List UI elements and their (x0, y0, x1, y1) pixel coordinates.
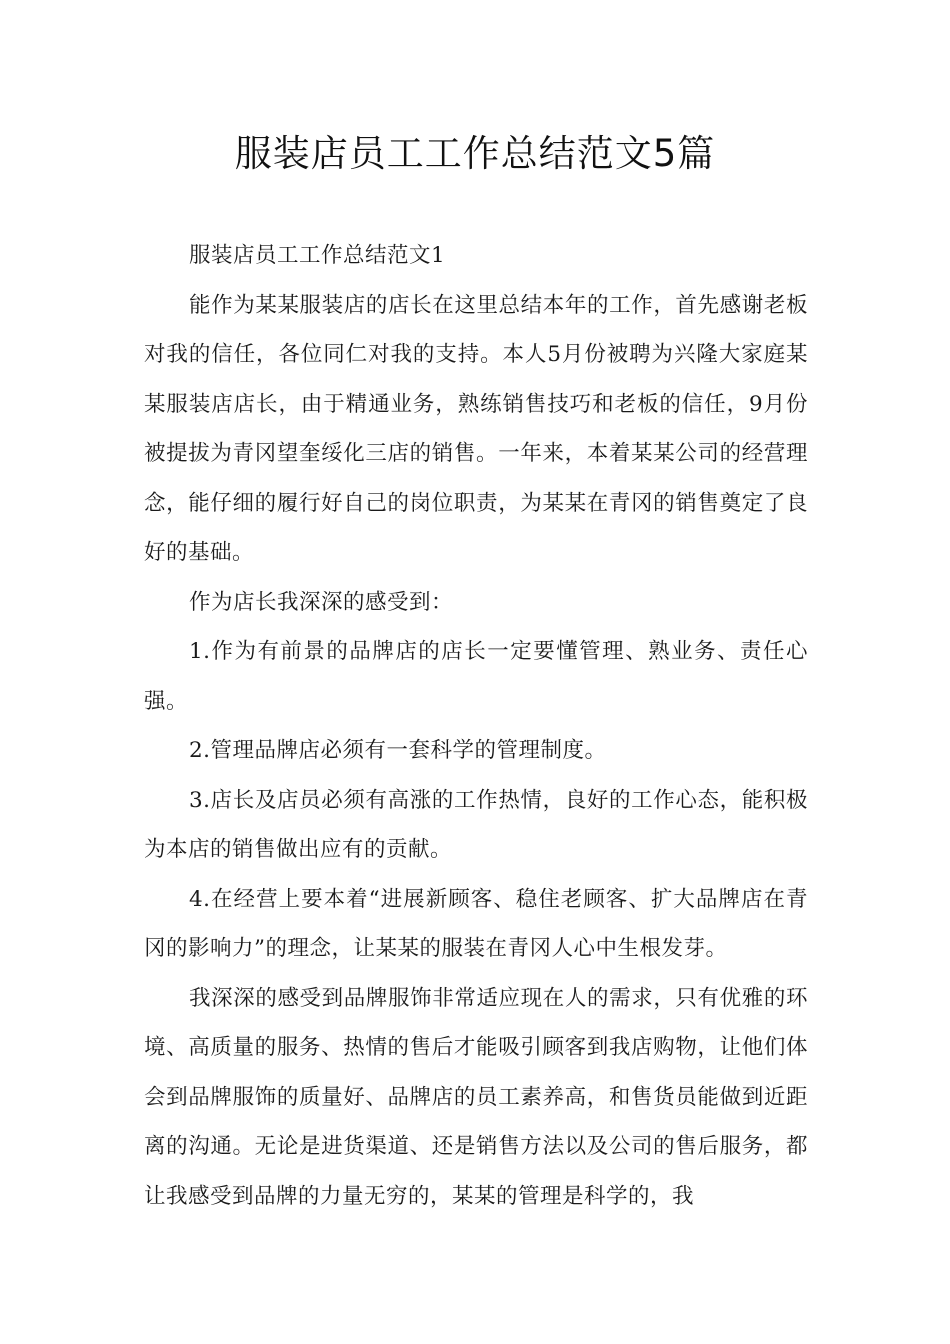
paragraph-feelings-lead: 作为店长我深深的感受到： (189, 589, 454, 615)
section-heading: 服装店员工工作总结范文1 (189, 243, 446, 268)
list-item-1: 1.作为有前景的品牌店的店长一定要懂管理、熟业务、责任心强。 (144, 639, 808, 714)
list-item-4: 4.在经营上要本着“进展新顾客、稳住老顾客、扩大品牌店在青冈的影响力”的理念，让某某的服装在青冈人心中生根发芽。 (144, 886, 808, 961)
paragraph-brand: 我深深的感受到品牌服饰非常适应现在人的需求，只有优雅的环境、高质量的服务、热情的售后才能吸引顾客到我店购物，让他们体会到品牌服饰的质量好、品牌店的员工素养高，和售货员能做到近距离的沟通。无论是进货渠道、还是销售方法以及公司的售后服务，都让我感受到品牌的力量无穷的，某某的管理是科学的，我 (144, 985, 808, 1209)
list-item-2: 2.管理品牌店必须有一套科学的管理制度。 (189, 738, 607, 763)
paragraph-intro: 能作为某某服装店的店长在这里总结本年的工作，首先感谢老板对我的信任，各位同仁对我的支持。本人5月份被聘为兴隆大家庭某某服装店店长，由于精通业务，熟练销售技巧和老板的信任，9月份被提拔为青冈望奎绥化三店的销售。一年来，本着某某公司的经营理念，能仔细的履行好自己的岗位职责，为某某在青冈的销售奠定了良好的基础。 (144, 292, 808, 565)
list-item-3: 3.店长及店员必须有高涨的工作热情，良好的工作心态，能积极为本店的销售做出应有的贡献。 (144, 787, 808, 862)
document-title: 服装店员工工作总结范文5篇 (234, 132, 716, 175)
document-body (144, 231, 808, 1221)
